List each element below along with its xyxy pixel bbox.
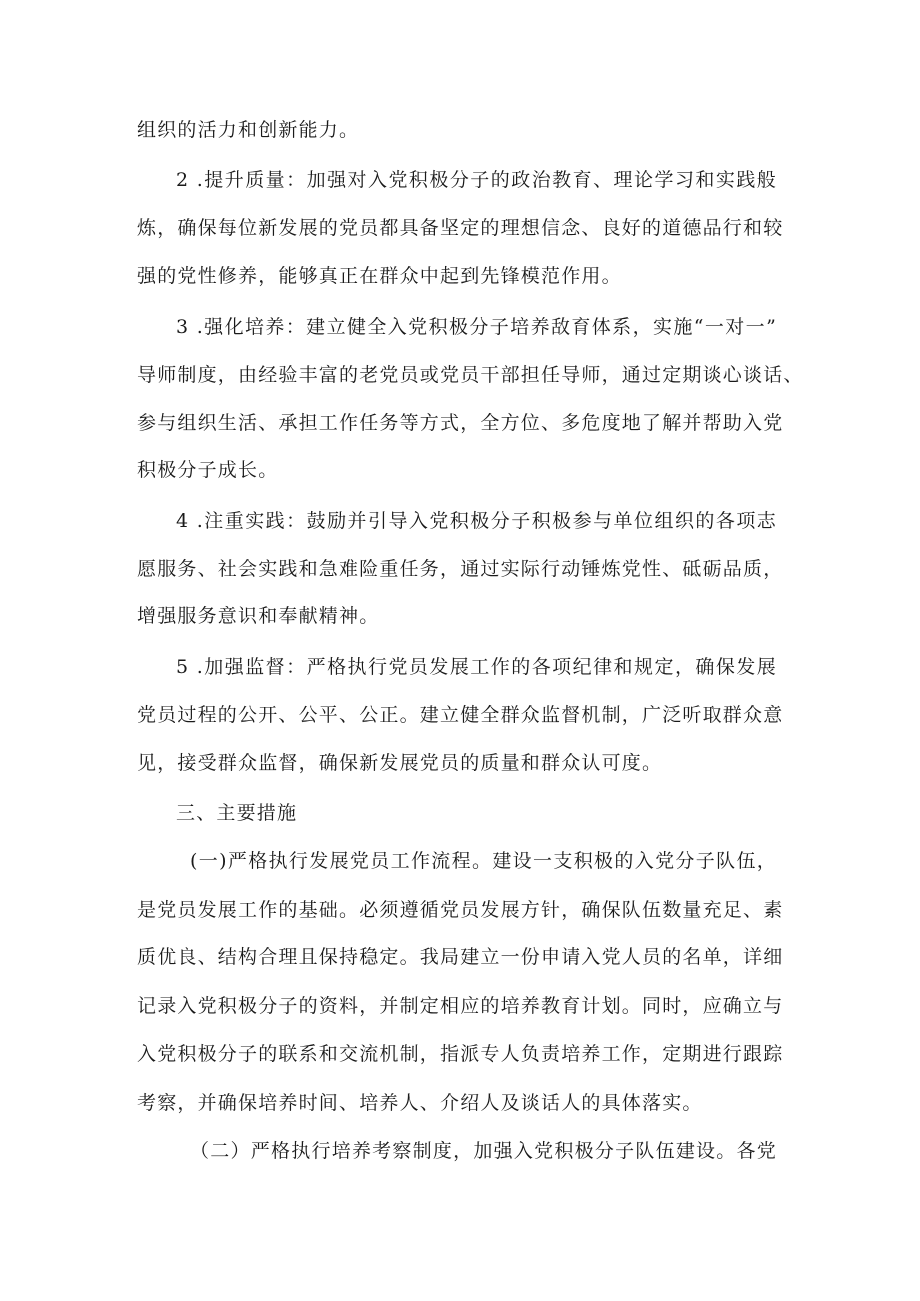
text-line: 质优良、结构合理且保持稳定。我局建立一份申请入党人员的名单，详细: [137, 946, 784, 968]
text-line: 考察，并确保培养时间、培养人、介绍人及谈话人的具体落实。: [137, 1092, 703, 1114]
list-item-4-line: 4 .注重实践：鼓励并引导入党积极分子积极参与单位组织的各项志: [176, 510, 777, 532]
text-line: 愿服务、社会实践和急难险重任务，通过实际行动锤炼党性、砥砺品质，: [137, 558, 784, 580]
text-line: 入党积极分子的联系和交流机制，指派专人负责培养工作，定期进行跟踪: [137, 1043, 784, 1065]
text-line: 组织的活力和创新能力。: [137, 119, 360, 141]
text-line: 党员过程的公开、公平、公正。建立健全群众监督机制，广泛听取群众意: [137, 704, 784, 726]
text-line: 炼，确保每位新发展的党员都具备坚定的理想信念、良好的道德品行和较: [137, 217, 784, 239]
text-line: 参与组织生活、承担工作任务等方式，全方位、多危度地了解并帮助入党: [137, 412, 784, 434]
list-item-3-line: 3 .强化培养：建立健全入党积极分子培养敌育体系，实施“一对一”: [176, 316, 777, 338]
list-item-2-line: 2 .提升质量：加强对入党积极分子的政治教育、理论学习和实践般: [176, 169, 777, 191]
measure-1-line: (一)严格执行发展党员工作流程。建设一支积极的入党分子队伍，: [190, 850, 777, 872]
text-line: 增强服务意识和奉献精神。: [137, 605, 380, 627]
measure-2-line: （二）严格执行培养考察制度，加强入党积极分子队伍建设。各党: [190, 1140, 777, 1162]
text-line: 记录入党积极分子的资料，并制定相应的培养教育计划。同时，应确立与: [137, 995, 784, 1017]
text-line: 导师制度，由经验丰富的老党员或党员干部担任导师，通过定期谈心谈话、: [137, 364, 804, 386]
text-line: 是党员发展工作的基础。必须遵循党员发展方针，确保队伍数量充足、素: [137, 899, 784, 921]
text-line: 见，接受群众监督，确保新发展党员的质量和群众认可度。: [137, 752, 663, 774]
text-line: 积极分子成长。: [137, 459, 279, 481]
text-line: 强的党性修养，能够真正在群众中起到先锋模范作用。: [137, 265, 622, 287]
list-item-5-line: 5 .加强监督：严格执行党员发展工作的各项纪律和规定，确保发展: [176, 656, 777, 678]
section-heading: 三、主要措施: [176, 802, 298, 824]
